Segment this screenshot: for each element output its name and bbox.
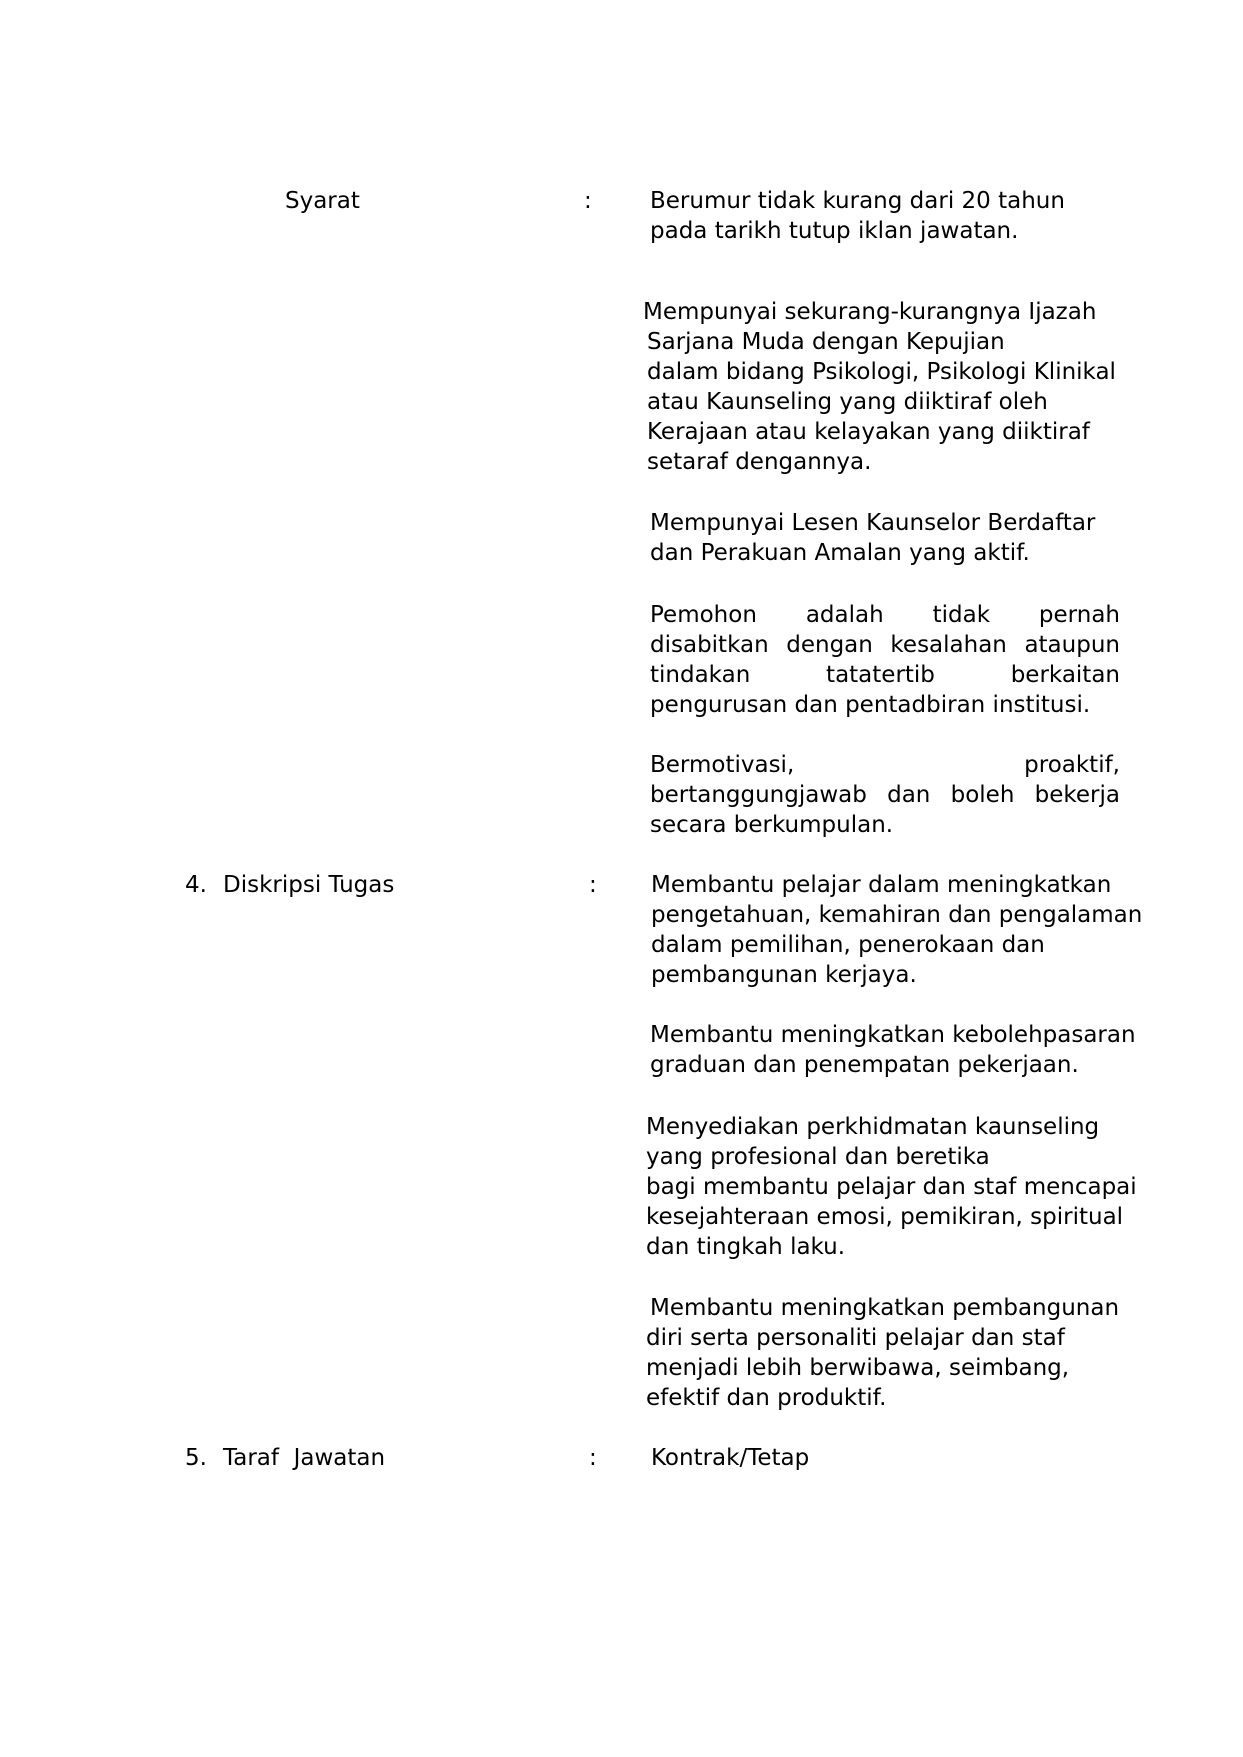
text-line: setaraf dengannya. [647, 449, 872, 475]
section-colon: : [589, 1445, 597, 1471]
text-line: pengetahuan, kemahiran dan pengalaman [651, 902, 1143, 928]
section-number: 5. [185, 1445, 207, 1471]
text-line: Berumur tidak kurang dari 20 tahun [650, 188, 1065, 214]
duty-paragraph [651, 870, 1142, 990]
text-line: dan tingkah laku. [646, 1234, 846, 1260]
duty-paragraph [646, 1293, 1119, 1413]
text-line: dalam bidang Psikologi, Psikologi Klinikal [647, 359, 1116, 385]
section-label-text: Taraf Jawatan [223, 1445, 386, 1471]
text-line: graduan dan penempatan pekerjaan. [650, 1052, 1079, 1078]
text-line: dalam pemilihan, penerokaan dan [651, 932, 1045, 958]
section-label-taraf-jawatan [185, 1443, 385, 1473]
section-number: 4. [185, 872, 207, 898]
requirement-paragraph: Pemohon adalah tidak pernah disabitkan dengan kesalahan ataupun tindakan tatatertib berkaitan pengurusan dan pentadbiran institusi. [650, 602, 1120, 718]
text-line: diri serta personaliti pelajar dan staf [646, 1325, 1065, 1351]
text-line: dan Perakuan Amalan yang aktif. [650, 540, 1030, 566]
text-line: atau Kaunseling yang diiktiraf oleh [647, 389, 1048, 415]
requirement-paragraph [650, 186, 1065, 246]
text-line: Membantu pelajar dalam meningkatkan [651, 872, 1112, 898]
text-line: Membantu meningkatkan pembangunan [650, 1295, 1120, 1321]
section-label-diskripsi-tugas [185, 870, 394, 900]
text-line: Sarjana Muda dengan Kepujian [647, 329, 1005, 355]
text-line: pembangunan kerjaya. [651, 962, 917, 988]
text-line: kesejahteraan emosi, pemikiran, spiritual [646, 1204, 1124, 1230]
section-colon: : [584, 188, 592, 214]
duty-paragraph [646, 1112, 1137, 1262]
text-line: yang profesional dan beretika [646, 1144, 990, 1170]
status-paragraph [651, 1443, 809, 1473]
text-line: Mempunyai Lesen Kaunselor Berdaftar [650, 510, 1096, 536]
requirement-paragraph [643, 297, 1116, 477]
section-label-text: Syarat [285, 188, 360, 214]
text-line: Kontrak/Tetap [651, 1445, 810, 1471]
requirement-paragraph [650, 508, 1095, 568]
text-line: efektif dan produktif. [646, 1385, 887, 1411]
text-line: Membantu meningkatkan kebolehpasaran [650, 1022, 1136, 1048]
text-line: Menyediakan perkhidmatan kaunseling [646, 1114, 1100, 1140]
section-label-text: Diskripsi Tugas [223, 872, 395, 898]
text-line: Mempunyai sekurang-kurangnya Ijazah [643, 299, 1097, 325]
text-line: bagi membantu pelajar dan staf mencapai [646, 1174, 1137, 1200]
requirement-paragraph: Bermotivasi, proaktif, bertanggungjawab dan boleh bekerja secara berkumpulan. [650, 752, 1120, 838]
section-label-syarat [285, 186, 360, 216]
text-line: Kerajaan atau kelayakan yang diiktiraf [647, 419, 1090, 445]
duty-paragraph [650, 1020, 1136, 1080]
section-colon: : [589, 872, 597, 898]
text-line: pada tarikh tutup iklan jawatan. [650, 218, 1019, 244]
text-line: menjadi lebih berwibawa, seimbang, [646, 1355, 1070, 1381]
